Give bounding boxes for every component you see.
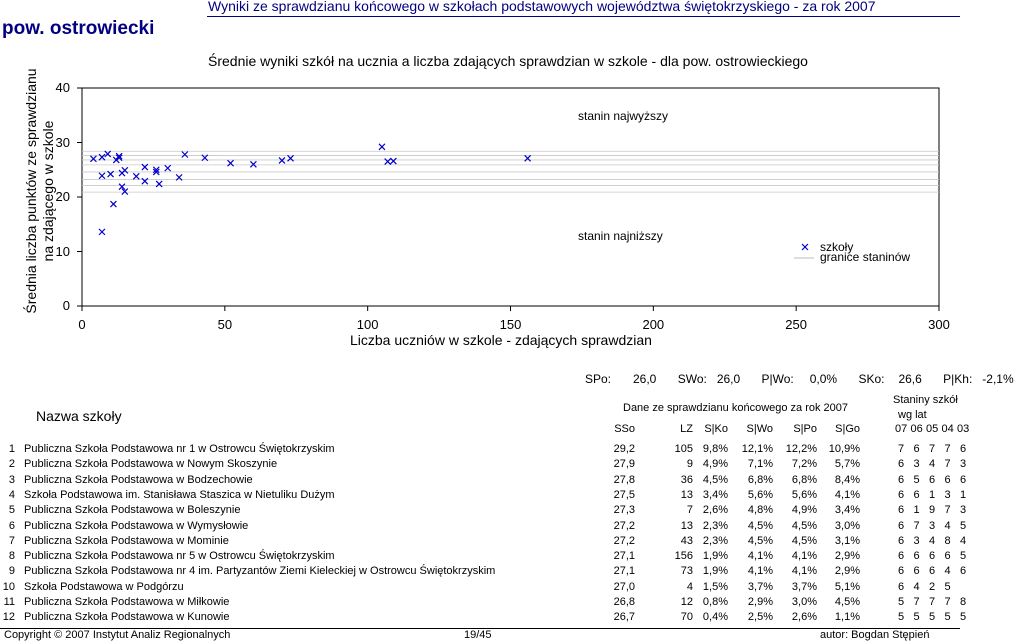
stanine-value: 5 — [897, 596, 905, 608]
data-group-header: Dane ze sprawdzianu końcowego za rok 2007 — [623, 402, 849, 414]
row-number: 11 — [3, 596, 15, 608]
stanine-value: 6 — [913, 550, 920, 563]
cell-value: 5,6% — [747, 488, 773, 501]
stanine-value: 6 — [944, 550, 951, 563]
cell-value: 4,5% — [791, 519, 817, 532]
stanine-value: 6 — [897, 580, 905, 593]
cell-value: 3,0% — [834, 519, 860, 532]
year-header: 07 — [895, 423, 908, 435]
row-number: 2 — [8, 458, 15, 471]
y-tick-label: 30 — [55, 134, 70, 150]
cell-value: 4 — [686, 580, 693, 593]
district-title: pow. ostrowiecki — [2, 18, 155, 39]
cell-value: 4,5% — [791, 534, 817, 547]
stanine-value: 5 — [897, 611, 905, 624]
stanine-value: 3 — [959, 504, 967, 517]
stat-value: 0,0% — [809, 372, 838, 386]
stanine-value: 7 — [944, 443, 951, 455]
stanine-value: 4 — [928, 534, 936, 547]
cell-value: 3,0% — [791, 596, 817, 608]
cell-value: 29,2 — [613, 443, 635, 455]
school-name: Szkoła Podstawowa w Podgórzu — [24, 580, 184, 593]
row-number: 3 — [8, 473, 15, 486]
stanine-group-header-2: wg lat — [898, 409, 927, 421]
stat-value: 26,6 — [898, 372, 922, 386]
cell-value: 4,1% — [747, 550, 773, 563]
stanine-group-header: Staniny szkół — [893, 394, 958, 406]
cell-value: 13 — [680, 488, 693, 501]
stanine-value: 6 — [897, 519, 905, 532]
cell-value: 43 — [680, 534, 693, 547]
stanine-value: 7 — [944, 458, 951, 471]
cell-value: 10,9% — [828, 443, 860, 455]
y-tick-label: 20 — [55, 189, 70, 204]
cell-value: 2,6% — [702, 504, 728, 517]
stanine-value: 5 — [959, 519, 967, 532]
school-name: Publiczna Szkoła Podstawowa w Mominie — [24, 534, 229, 547]
stanine-value: 6 — [913, 488, 920, 501]
cell-value: 2,9% — [834, 550, 860, 563]
stanine-value: 6 — [897, 504, 905, 517]
year-header: 04 — [941, 423, 954, 435]
column-header: LZ — [680, 423, 693, 435]
column-header: SSo — [614, 423, 635, 435]
legend-label-stanines: granice staninów — [820, 250, 911, 264]
column-header: S|Ko — [704, 423, 728, 435]
cell-value: 1,9% — [702, 565, 728, 578]
row-number: 12 — [2, 611, 15, 624]
school-name: Publiczna Szkoła Podstawowa w Nowym Skoszynie — [24, 458, 278, 471]
cell-value: 13 — [680, 519, 693, 532]
cell-value: 2,3% — [702, 534, 728, 547]
cell-value: 4,5% — [747, 534, 773, 547]
stanine-value: 6 — [928, 565, 936, 578]
stanine-value: 6 — [928, 550, 936, 563]
stanine-value: 6 — [897, 488, 905, 501]
stanine-value: 4 — [944, 519, 951, 532]
cell-value: 12,1% — [741, 443, 773, 455]
cell-value: 3,7% — [747, 580, 773, 593]
row-number: 8 — [8, 550, 15, 563]
cell-value: 6,8% — [791, 473, 817, 486]
stat-value: -2,1% — [982, 372, 1014, 386]
cell-value: 3,7% — [791, 580, 817, 593]
footer-author: autor: Bogdan Stępień — [820, 629, 930, 641]
header-title: Wyniki ze sprawdzianu końcowego w szkołach podstawowych województwa świętokrzyskiego - za rok 2007 — [208, 0, 876, 14]
row-number: 4 — [8, 488, 15, 501]
annotation-bottom: stanin najniższy — [578, 229, 663, 243]
cell-value: 7,1% — [747, 458, 773, 471]
column-header: S|Go — [835, 423, 860, 435]
stanine-value: 5 — [944, 611, 951, 624]
cell-value: 5,1% — [834, 580, 860, 593]
footer-copyright: Copyright © 2007 Instytut Analiz Regionalnych — [4, 629, 231, 641]
stat-label: SPo: — [585, 372, 612, 386]
stanine-value: 6 — [959, 473, 967, 486]
chart-title: Średnie wyniki szkół na ucznia a liczba zdających sprawdzian w szkole - dla pow. ostrowieckiego — [208, 53, 808, 69]
column-header: S|Po — [793, 423, 817, 435]
cell-value: 2,9% — [747, 596, 773, 608]
y-axis-label: Średnia liczba punktów ze sprawdzianu na zdającego w szkole — [23, 68, 56, 314]
stanine-value: 8 — [959, 596, 967, 608]
row-number: 7 — [8, 534, 15, 547]
cell-value: 7 — [686, 504, 693, 517]
stanine-value: 4 — [959, 534, 967, 547]
cell-value: 4,1% — [834, 488, 860, 501]
stanine-value: 7 — [913, 519, 920, 532]
cell-value: 2,6% — [791, 611, 817, 624]
cell-value: 2,5% — [747, 611, 773, 624]
cell-value: 27,9 — [613, 458, 635, 471]
column-header: S|Wo — [746, 423, 773, 435]
stanine-value: 4 — [928, 458, 936, 471]
cell-value: 27,2 — [613, 534, 635, 547]
row-number: 6 — [8, 519, 15, 532]
x-tick-label: 150 — [499, 317, 522, 332]
year-header: 03 — [957, 423, 970, 435]
stat-label: SKo: — [858, 372, 885, 386]
stanine-value: 7 — [944, 596, 951, 608]
cell-value: 12,2% — [785, 443, 817, 455]
school-name: Publiczna Szkoła Podstawowa nr 5 w Ostrowcu Świętokrzyskim — [24, 550, 335, 563]
cell-value: 4,1% — [791, 550, 817, 563]
cell-value: 2,3% — [702, 519, 728, 532]
cell-value: 156 — [674, 550, 693, 563]
cell-value: 26,7 — [613, 611, 635, 624]
cell-value: 9,8% — [702, 443, 728, 455]
cell-value: 4,5% — [702, 473, 728, 486]
cell-value: 27,5 — [613, 488, 635, 501]
stanine-value: 2 — [928, 580, 936, 593]
stanine-value: 6 — [897, 550, 905, 563]
cell-value: 73 — [680, 565, 693, 578]
cell-value: 1,1% — [834, 611, 860, 624]
stanine-value: 6 — [913, 443, 920, 455]
cell-value: 0,8% — [702, 596, 728, 608]
stat-value: 26,0 — [633, 372, 657, 386]
stanine-value: 7 — [944, 504, 951, 517]
stat-value: 26,0 — [716, 372, 741, 386]
annotation-top: stanin najwyższy — [578, 109, 669, 123]
stanine-value: 3 — [959, 458, 967, 471]
school-name: Publiczna Szkoła Podstawowa w Bodzechowie — [24, 473, 253, 486]
y-tick-label: 10 — [55, 243, 70, 259]
cell-value: 4,9% — [702, 458, 728, 471]
cell-value: 4,8% — [747, 504, 773, 517]
stats-line — [585, 372, 1014, 386]
school-name: Publiczna Szkoła Podstawowa nr 1 w Ostrowcu Świętokrzyskim — [24, 443, 335, 455]
stat-label: P|Wo: — [761, 372, 794, 386]
cell-value: 5,6% — [791, 488, 817, 501]
cell-value: 6,8% — [747, 473, 773, 486]
stat-label: SWo: — [677, 372, 707, 386]
school-name: Publiczna Szkoła Podstawowa w Kunowie — [24, 611, 230, 624]
stanine-value: 6 — [928, 473, 936, 486]
stanine-value: 5 — [944, 580, 951, 593]
stanine-value: 5 — [928, 611, 936, 624]
stanine-value: 6 — [897, 534, 905, 547]
x-tick-label: 250 — [785, 317, 807, 332]
stanine-value: 6 — [959, 565, 967, 578]
stanine-value: 4 — [944, 565, 951, 578]
cell-value: 2,9% — [834, 565, 860, 578]
y-tick-label: 0 — [62, 298, 70, 313]
school-name-header: Nazwa szkoły — [36, 408, 122, 424]
stanine-value: 6 — [897, 565, 905, 578]
stanine-value: 5 — [959, 611, 967, 624]
cell-value: 27,1 — [613, 550, 635, 563]
cell-value: 36 — [680, 473, 693, 486]
cell-value: 3,4% — [834, 504, 860, 517]
stanine-value: 8 — [944, 534, 951, 547]
stanine-value: 3 — [944, 488, 951, 501]
stanine-value: 7 — [913, 596, 920, 608]
year-header: 05 — [926, 423, 939, 435]
legend-label-schools: szkoły — [820, 240, 854, 254]
cell-value: 7,2% — [791, 458, 817, 471]
cell-value: 27,3 — [613, 504, 635, 517]
stanine-value: 6 — [897, 458, 905, 471]
cell-value: 1,5% — [702, 580, 728, 593]
cell-value: 26,8 — [613, 596, 635, 608]
cell-value: 5,7% — [834, 458, 860, 471]
cell-value: 27,0 — [613, 580, 635, 593]
stanine-value: 3 — [913, 534, 920, 547]
page-number: 19/45 — [464, 629, 492, 641]
x-tick-label: 200 — [642, 317, 665, 332]
cell-value: 0,4% — [702, 611, 728, 624]
stanine-value: 3 — [913, 458, 920, 471]
stanine-value: 9 — [928, 504, 936, 517]
stanine-value: 1 — [913, 504, 920, 517]
row-number: 10 — [2, 580, 15, 593]
stanine-value: 6 — [959, 443, 967, 455]
cell-value: 4,1% — [747, 565, 773, 578]
x-tick-label: 100 — [356, 317, 379, 332]
cell-value: 3,4% — [702, 488, 728, 501]
cell-value: 4,9% — [791, 504, 817, 517]
stanine-value: 5 — [913, 611, 920, 624]
cell-value: 27,8 — [613, 473, 635, 486]
cell-value: 4,5% — [834, 596, 860, 608]
stanine-value: 6 — [913, 565, 920, 578]
cell-value: 3,1% — [834, 534, 860, 547]
stanine-value: 6 — [944, 473, 951, 486]
school-name: Szkoła Podstawowa im. Stanisława Staszica w Nietuliku Dużym — [24, 488, 335, 501]
school-name: Publiczna Szkoła Podstawowa w Boleszynie — [24, 504, 241, 517]
cell-value: 9 — [686, 458, 693, 471]
cell-value: 4,1% — [791, 565, 817, 578]
school-name: Publiczna Szkoła Podstawowa nr 4 im. Partyzantów Ziemi Kieleckiej w Ostrowcu Świętokrzyskim — [24, 565, 496, 578]
cell-value: 70 — [680, 611, 693, 624]
x-tick-label: 300 — [928, 317, 950, 332]
stanine-value: 5 — [913, 473, 920, 486]
cell-value: 4,5% — [747, 519, 773, 532]
stanine-value: 7 — [928, 443, 936, 455]
stanine-value: 6 — [897, 473, 905, 486]
x-axis-label: Liczba uczniów w szkole - zdających sprawdzian — [350, 332, 652, 348]
row-number: 9 — [8, 565, 15, 578]
stanine-value: 3 — [928, 519, 936, 532]
cell-value: 8,4% — [834, 473, 860, 486]
stanine-value: 4 — [913, 580, 920, 593]
stanine-value: 5 — [959, 550, 967, 563]
row-number: 5 — [8, 504, 15, 517]
plot-area — [82, 88, 939, 306]
stanine-value: 1 — [928, 488, 936, 501]
school-name: Publiczna Szkoła Podstawowa w Wymysłowie — [24, 519, 249, 532]
school-name: Publiczna Szkoła Podstawowa w Miłkowie — [24, 596, 230, 608]
row-number: 1 — [8, 443, 15, 455]
x-tick-label: 0 — [78, 317, 86, 332]
stat-label: P|Kh: — [943, 372, 973, 386]
cell-value: 105 — [674, 443, 693, 455]
cell-value: 27,2 — [613, 519, 635, 532]
stanine-value: 7 — [897, 443, 905, 455]
cell-value: 12 — [680, 596, 693, 608]
y-tick-label: 40 — [55, 80, 70, 95]
year-header: 06 — [910, 423, 923, 435]
x-tick-label: 50 — [217, 317, 233, 332]
cell-value: 1,9% — [702, 550, 728, 563]
stanine-value: 7 — [928, 596, 936, 608]
cell-value: 27,1 — [613, 565, 635, 578]
stanine-value: 1 — [959, 488, 967, 501]
